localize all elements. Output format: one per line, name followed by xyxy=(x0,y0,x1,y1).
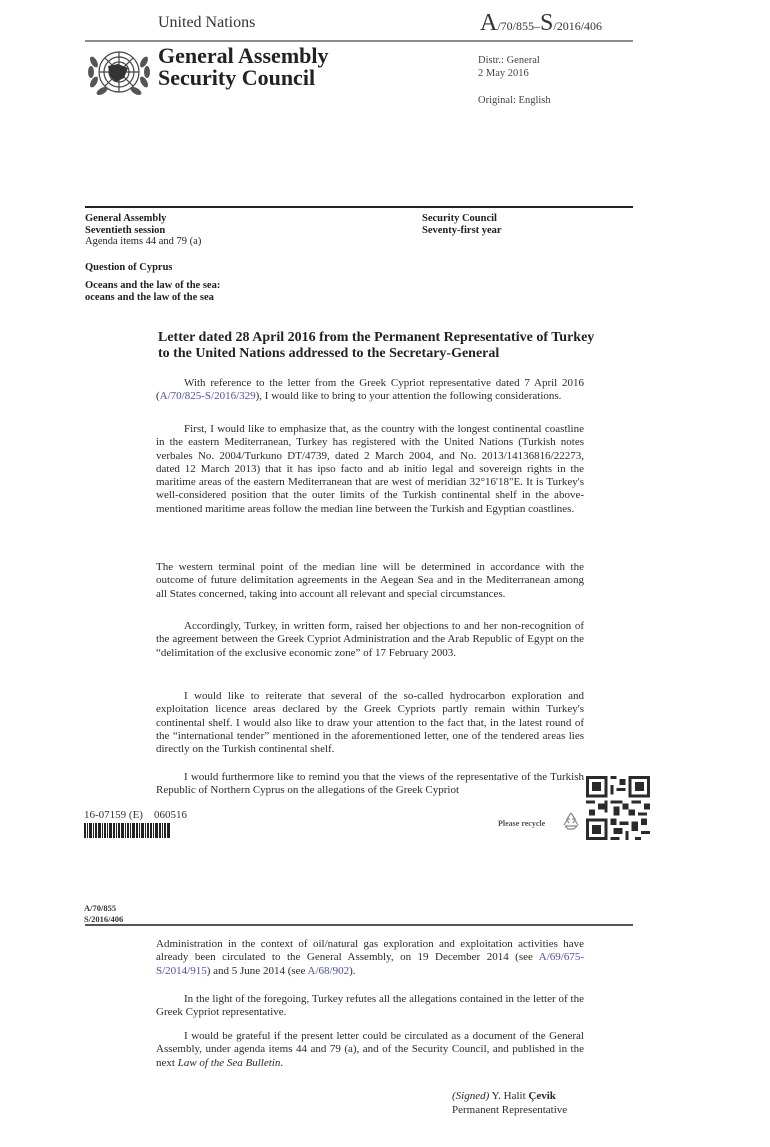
paragraph-1 xyxy=(156,377,584,404)
symbol-a-number: /70/855– xyxy=(497,19,541,33)
page2-symbol-s: S/2016/406 xyxy=(84,914,124,924)
letter-title: Letter dated 28 April 2016 from the Permanent Representative of Turkey to the United Nations addressed to the Secretary-General xyxy=(158,330,595,361)
symbol-a: A xyxy=(480,10,498,36)
paragraph-6: I would furthermore like to remind you that the views of the representative of the Turkish Republic of Northern Cyprus on the allegations of the Greek Cypriot xyxy=(156,771,584,797)
document-link[interactable]: A/69/675-S/2014/915 xyxy=(156,951,584,977)
original-language: Original: English xyxy=(478,95,551,106)
ga-title: General Assembly xyxy=(85,213,167,224)
paragraph-4: Accordingly, Turkey, in written form, raised her objections to and her non-recognition of the agreement between the Greek Cypriot Administration and the Arab Republic of Egypt on the “delimitation of the exclusive economic zone” of 17 February 2003. xyxy=(156,620,584,659)
sc-year: Seventy-first year xyxy=(422,224,502,236)
distribution: Distr.: General xyxy=(478,55,540,66)
signed-label: (Signed) xyxy=(452,1090,490,1102)
signatory-given-name: Y. Halit xyxy=(489,1090,529,1102)
un-emblem-icon xyxy=(84,44,154,102)
paragraph-5: I would like to reiterate that several of the so-called hydrocarbon exploration and exploitation licence areas declared by the Greek Cypriots partly remain within Turkey's continental shelf. I would also like to draw your attention to the fact that, in the latest round of the “international tender” mentioned in the aforementioned letter, one of the tendered areas lies directly on the Turkish continental shelf. xyxy=(156,690,584,756)
paragraph-1-text-b: ), I would like to bring to your attention the following considerations. xyxy=(255,390,562,403)
qr-code-icon xyxy=(586,776,650,840)
ga-agenda: Agenda items 44 and 79 (a) xyxy=(85,236,202,247)
signatory-surname: Çevik xyxy=(528,1090,556,1102)
page2-symbol-a: A/70/855 xyxy=(84,903,117,913)
sc-session-block xyxy=(422,213,502,236)
paragraph-9 xyxy=(156,1030,584,1070)
agenda-item-oceans xyxy=(85,280,220,303)
signature-line xyxy=(452,1090,556,1102)
ga-session-block xyxy=(85,213,201,248)
recycle-icon xyxy=(561,811,581,831)
organization-name: United Nations xyxy=(158,14,256,31)
organ-title xyxy=(158,45,329,89)
symbol-s: S xyxy=(540,10,554,36)
paragraph-7-text-c: ). xyxy=(349,964,356,977)
document-symbol xyxy=(480,10,602,37)
paragraph-7-text-b: ) and 5 June 2014 (see xyxy=(206,964,308,977)
issue-date: 2 May 2016 xyxy=(478,68,529,79)
page2-header-rule xyxy=(85,924,633,926)
paragraph-8: In the light of the foregoing, Turkey refutes all the allegations contained in the letter of the Greek Cypriot representative. xyxy=(156,993,584,1019)
barcode-icon xyxy=(84,823,200,838)
agenda-item-oceans-line2: oceans and the law of the sea xyxy=(85,291,214,303)
job-number: 16-07159 (E) 060516 xyxy=(84,809,187,821)
organ-security-council: Security Council xyxy=(158,65,316,90)
paragraph-9-text-a: I would be grateful if the present letter could be circulated as a document of the General Assembly, under agenda items 44 and 79 (a), and of the Security Council, and published in the next xyxy=(156,1030,584,1069)
paragraph-9-text-b: . xyxy=(280,1056,284,1069)
sc-title: Security Council xyxy=(422,213,497,224)
recycle-label: Please recycle xyxy=(498,819,546,828)
signatory-title: Permanent Representative xyxy=(452,1104,568,1116)
paragraph-3: The western terminal point of the median line will be determined in accordance with the outcome of future delimitation agreements in the Aegean Sea and in the Mediterranean among all States concerned, taking into account all relevant and special circumstances. xyxy=(156,561,584,600)
paragraph-2: First, I would like to emphasize that, as the country with the longest continental coastline in the eastern Mediterranean, Turkey has registered with the United Nations (Turkish notes verbales No. 2004/Turkuno DT/4739, dated 2 March 2004, and No. 2013/14136816/22273, dated 12 March 2013) that it has ipso facto and ab initio legal and sovereign rights in the maritime areas of the eastern Mediterranean that are west of meridian 32°16'18"E. It is Turkey's well-considered position that the outer limits of the Turkish continental shelf in the above-mentioned maritime areas follow the median line between the Turkish and Egyptian coastlines. xyxy=(156,423,584,515)
document-link[interactable]: A/68/902 xyxy=(307,964,350,977)
agenda-item-oceans-line1: Oceans and the law of the sea: xyxy=(85,280,221,291)
organ-general-assembly: General Assembly xyxy=(158,43,329,68)
bulletin-title: Law of the Sea Bulletin xyxy=(177,1056,281,1069)
ga-session: Seventieth session xyxy=(85,224,166,236)
paragraph-1-text-a: With reference to the letter from the Greek Cypriot representative dated 7 April 2016 ( xyxy=(156,377,584,403)
paragraph-7 xyxy=(156,938,584,978)
page2-document-symbol xyxy=(84,903,123,925)
document-link[interactable]: A/70/825-S/2016/329 xyxy=(159,390,256,403)
distribution-block xyxy=(478,54,540,80)
symbol-s-number: /2016/406 xyxy=(553,19,603,33)
paragraph-7-text-a: Administration in the context of oil/natural gas exploration and exploitation activities have already been circulated to the General Assembly, on 19 December 2014 (see xyxy=(156,938,584,964)
agenda-item-cyprus: Question of Cyprus xyxy=(85,262,173,273)
header-rule xyxy=(85,40,633,42)
session-rule xyxy=(85,206,633,208)
